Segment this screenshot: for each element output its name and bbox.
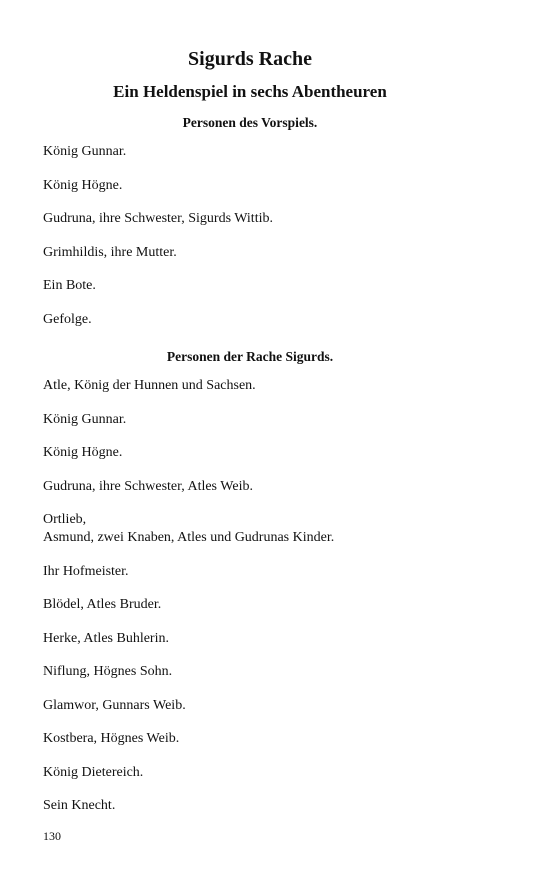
cast-entry: König Högne. xyxy=(43,177,123,193)
cast-entry: Atle, König der Hunnen und Sachsen. xyxy=(43,378,256,393)
cast-entry: Gudruna, ihre Schwester, Sigurds Wittib. xyxy=(43,211,273,226)
section-heading-revenge: Personen der Rache Sigurds. xyxy=(166,349,334,364)
cast-entry: Blödel, Atles Bruder. xyxy=(43,597,162,612)
cast-entry-multiline xyxy=(43,511,503,547)
play-title: Sigurds Rache xyxy=(188,48,312,70)
cast-entry: Ein Bote. xyxy=(43,278,96,293)
cast-entry: Grimhildis, ihre Mutter. xyxy=(43,244,177,260)
cast-list-revenge xyxy=(43,377,503,831)
cast-entry: Herke, Atles Buhlerin. xyxy=(43,630,169,646)
cast-entry-line: Asmund, zwei Knaben, Atles und Gudrunas Kinder. xyxy=(43,530,335,545)
cast-entry: Ihr Hofmeister. xyxy=(43,563,129,579)
cast-list-prelude xyxy=(43,143,503,344)
cast-entry: Glamwor, Gunnars Weib. xyxy=(43,697,186,713)
section-heading-prelude: Personen des Vorspiels. xyxy=(182,115,318,130)
cast-entry-line: Ortlieb, xyxy=(43,512,87,527)
cast-entry: König Dietereich. xyxy=(43,764,144,780)
cast-entry: Kostbera, Högnes Weib. xyxy=(43,731,180,746)
play-subtitle: Ein Heldenspiel in sechs Abentheuren xyxy=(113,82,387,101)
cast-entry: Gefolge. xyxy=(43,311,92,327)
cast-entry: König Gunnar. xyxy=(43,144,127,159)
cast-entry: Sein Knecht. xyxy=(43,798,116,813)
cast-entry: König Gunnar. xyxy=(43,411,127,427)
cast-entry: Gudruna, ihre Schwester, Atles Weib. xyxy=(43,478,253,494)
cast-entry: Niflung, Högnes Sohn. xyxy=(43,664,173,679)
page-number: 130 xyxy=(43,829,61,843)
cast-entry: König Högne. xyxy=(43,445,123,460)
